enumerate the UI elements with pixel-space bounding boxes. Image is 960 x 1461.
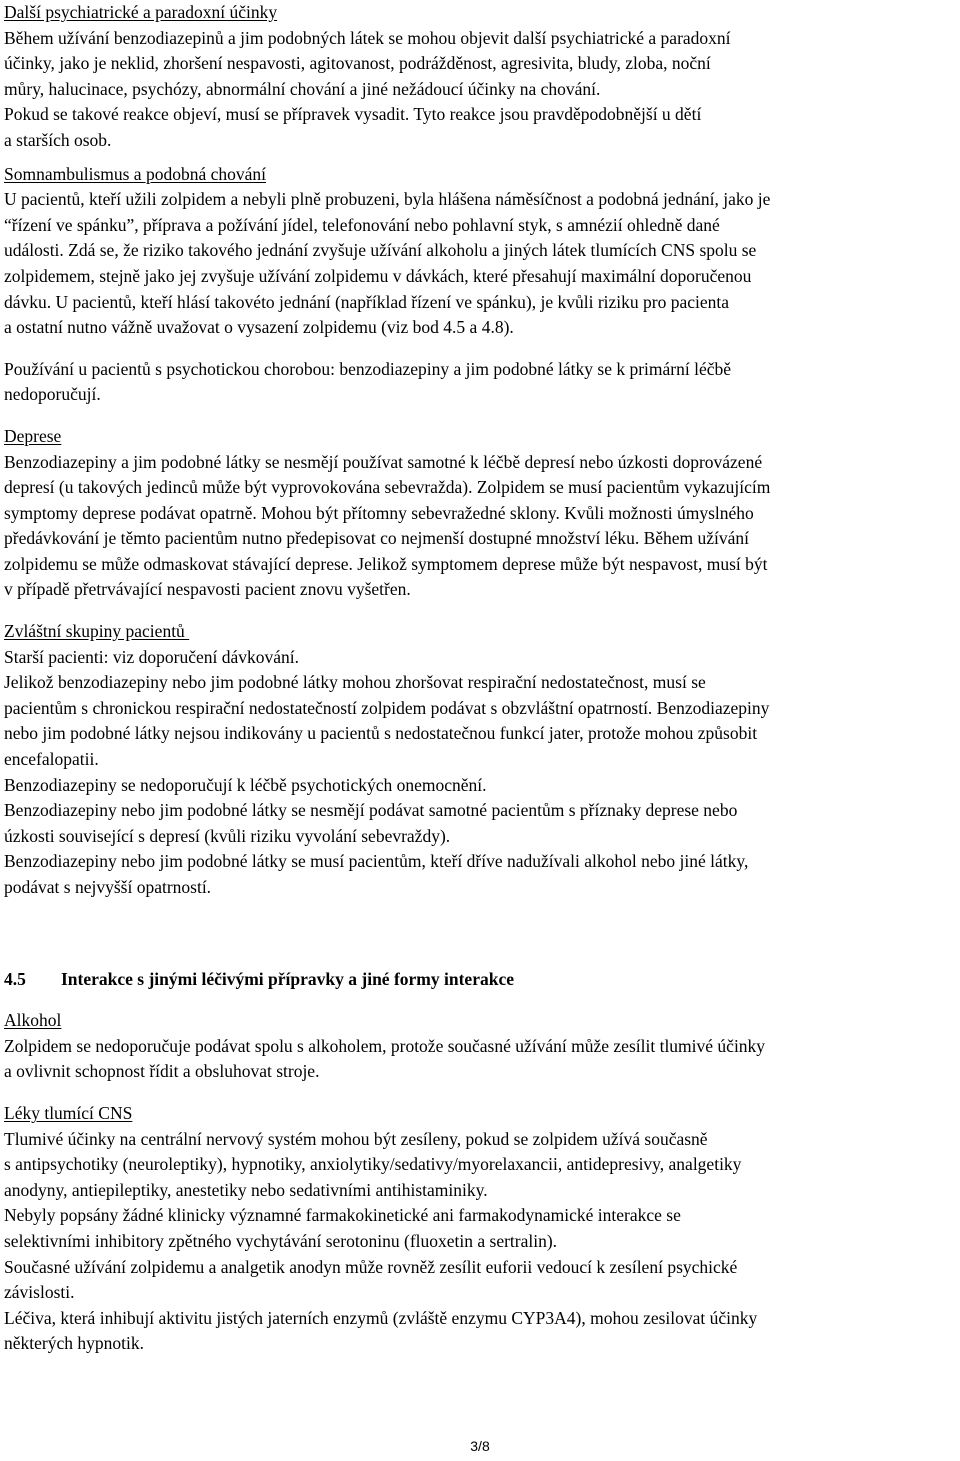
text-line: Současné užívání zolpidemu a analgetik anodyn může rovněž zesílit euforii vedoucí k zesílení psychické: [4, 1256, 738, 1277]
text-line: Benzodiazepiny nebo jim podobné látky se musí pacientům, kteří dříve nadužívali alkohol nebo jiné látky,: [4, 851, 749, 872]
section-title-text: Interakce s jinými léčivými přípravky a jiné formy interakce: [61, 968, 514, 989]
text-line: Tlumivé účinky na centrální nervový systém mohou být zesíleny, pokud se zolpidem užívá současně: [4, 1128, 708, 1149]
text-line: zolpidemu se může odmaskovat stávající deprese. Jelikož symptomem deprese může být nespavost, musí být: [4, 553, 768, 574]
section-heading: Léky tlumící CNS: [4, 1102, 133, 1123]
text-line: a starších osob.: [4, 129, 112, 150]
text-line: Benzodiazepiny a jim podobné látky se nesmějí používat samotné k léčbě depresí nebo úzkosti doprovázené: [4, 451, 763, 472]
section-heading: Deprese: [4, 425, 62, 446]
section-cns-depressants: [4, 1101, 956, 1357]
text-line: Pokud se takové reakce objeví, musí se přípravek vysadit. Tyto reakce jsou pravděpodobnější u dětí: [4, 104, 702, 125]
text-line: U pacientů, kteří užili zolpidem a nebyli plně probuzeni, byla hlášena náměsíčnost a podobná jednání, jako je: [4, 189, 771, 210]
section-heading: Zvláštní skupiny pacientů: [4, 621, 190, 642]
text-line: depresí (u takových jedinců může být vyprovokována sebevražda). Zolpidem se musí pacientům vykazujícím: [4, 477, 771, 498]
text-line: nebo jim podobné látky nejsou indikovány u pacientů s nedostatečnou funkcí jater, protože mohou způsobit: [4, 723, 758, 744]
document-page: [4, 0, 956, 1357]
section-heading: Alkohol: [4, 1010, 62, 1031]
text-line: symptomy deprese podávat opatrně. Mohou být přítomny sebevražedné sklony. Kvůli možnosti úmyslného: [4, 502, 754, 523]
text-line: některých hypnotik.: [4, 1333, 144, 1354]
text-line: předávkování je těmto pacientům nutno předepisovat co nejmenší dostupné množství léku. Během užívání: [4, 528, 750, 549]
text-line: s antipsychotiky (neuroleptiky), hypnotiky, anxiolytiky/sedativy/myorelaxancii, antidepresivy, analgetiky: [4, 1154, 742, 1175]
text-line: “řízení ve spánku”, příprava a požívání jídel, telefonování nebo pohlavní styk, s amnézií ohledně dané: [4, 214, 720, 235]
text-line: Používání u pacientů s psychotickou chorobou: benzodiazepiny a jim podobné látky se k primární léčbě: [4, 358, 732, 379]
text-line: selektivními inhibitory zpětného vychytávání serotoninu (fluoxetin a sertralin).: [4, 1230, 558, 1251]
text-line: encefalopatii.: [4, 749, 99, 770]
text-line: Zolpidem se nedoporučuje podávat spolu s alkoholem, protože současné užívání může zesílit tlumivé účinky: [4, 1035, 766, 1056]
text-line: Léčiva, která inhibují aktivitu jistých jaterních enzymů (zvláště enzymu CYP3A4), mohou zesilovat účinky: [4, 1307, 758, 1328]
text-line: události. Zdá se, že riziko takového jednání zvyšuje užívání alkoholu a jiných látek tlumících CNS spolu se: [4, 240, 757, 261]
text-line: podávat s nejvyšší opatrností.: [4, 877, 212, 897]
text-line: nedoporučují.: [4, 384, 101, 405]
text-line: a ovlivnit schopnost řídit a obsluhovat stroje.: [4, 1061, 320, 1082]
section-alcohol: [4, 1008, 956, 1085]
section-psychiatric-effects: [4, 0, 956, 154]
section-number: 4.5: [4, 968, 26, 989]
text-line: Nebyly popsány žádné klinicky významné farmakokinetické ani farmakodynamické interakce se: [4, 1205, 681, 1226]
text-line: dávku. U pacientů, kteří hlásí takovéto jednání (například řízení ve spánku), je kvůli riziku pro pacienta: [4, 291, 730, 312]
text-line: v případě přetrvávající nespavosti pacient znovu vyšetřen.: [4, 579, 411, 600]
section-heading: Somnambulismus a podobná chování: [4, 163, 266, 184]
section-heading: Další psychiatrické a paradoxní účinky: [4, 2, 278, 22]
text-line: úzkosti související s depresí (kvůli riziku vyvolání sebevraždy).: [4, 825, 451, 846]
text-line: anodyny, antiepileptiky, anestetiky nebo sedativními antihistaminiky.: [4, 1179, 488, 1200]
section-special-groups: [4, 619, 956, 901]
text-line: můry, halucinace, psychózy, abnormální chování a jiné nežádoucí účinky na chování.: [4, 78, 601, 99]
text-line: účinky, jako je neklid, zhoršení nespavosti, agitovanost, podrážděnost, agresivita, bludy, zloba, noční: [4, 53, 711, 74]
text-line: pacientům s chronickou respirační nedostatečností zolpidem podávat s obzvláštní opatrností. Benzodiazepiny: [4, 697, 770, 718]
section-somnambulism: [4, 162, 956, 341]
text-line: Během užívání benzodiazepinů a jim podobných látek se mohou objevit další psychiatrické a paradoxní: [4, 27, 731, 48]
text-line: a ostatní nutno vážně uvažovat o vysazení zolpidemu (viz bod 4.5 a 4.8).: [4, 317, 514, 338]
text-line: Starší pacienti: viz doporučení dávkování.: [4, 646, 299, 667]
section-depression: [4, 424, 956, 603]
text-line: závislosti.: [4, 1282, 75, 1303]
text-line: Benzodiazepiny se nedoporučují k léčbě psychotických onemocnění.: [4, 774, 487, 795]
text-line: zolpidemem, stejně jako jej zvyšuje užívání zolpidemu v dávkách, které přesahují maximální doporučenou: [4, 265, 752, 286]
section-title-4-5: [4, 967, 956, 993]
page-number: 3/8: [470, 1438, 490, 1454]
section-psychotic-illness: [4, 357, 956, 408]
text-line: Benzodiazepiny nebo jim podobné látky se nesmějí podávat samotné pacientům s příznaky deprese nebo: [4, 800, 738, 821]
text-line: Jelikož benzodiazepiny nebo jim podobné látky mohou zhoršovat respirační nedostatečnost, musí se: [4, 672, 706, 693]
